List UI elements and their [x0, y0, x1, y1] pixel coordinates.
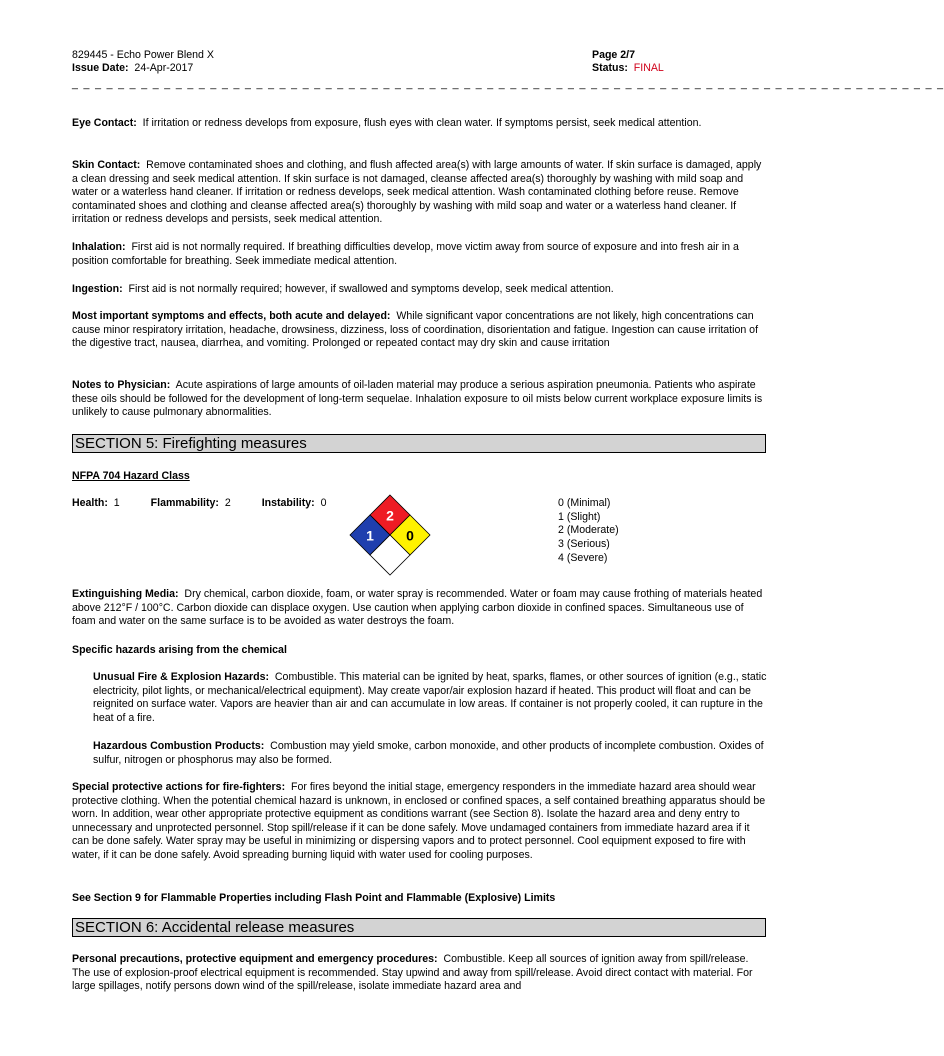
unusual-text: Combustible. This material can be ignited by heat, sparks, flames, or other sources of ignition (e.g., static electricity, pilot lights, or mechanical/electrical equipment). May create vapor/air explosion hazard if heated. This product will float and can be reignited on surface water. Vapors are heavier than air and can accumulate in low areas. If container is not properly cooled, it can rupture in the heat of a fire. [93, 671, 767, 724]
status-label: Status: [592, 62, 628, 74]
skin-contact-text: Remove contaminated shoes and clothing, and flush affected area(s) with large amounts of water. If skin surface is damaged, apply a clean dressing and seek medical attention. If skin surface is not damaged, cleanse affected area(s) thoroughly by washing with mild soap and water or a waterless hand cleaner. If irritation or redness develops, seek medical attention. Wash contaminated clothing before reuse. Remove contaminated shoes and clothing and cleanse affected area(s) thoroughly by washing with mild soap and water or a waterless hand cleaner. If irritation or redness develops and persists, seek medical attention. [72, 159, 762, 226]
flammability-rating [151, 497, 245, 509]
see-section-9: See Section 9 for Flammable Properties including Flash Point and Flammable (Explosive) Limits [72, 892, 556, 904]
eye-contact [72, 117, 768, 131]
scale-item: 0 (Minimal) [558, 497, 611, 509]
special-protective-actions [72, 781, 768, 863]
scale-item: 1 (Slight) [558, 510, 601, 523]
section-6-heading: SECTION 6: Accidental release measures [72, 918, 766, 937]
combustion-products [93, 740, 768, 767]
diamond-flammability: 2 [386, 507, 394, 524]
sds-page [72, 0, 944, 1056]
special-label: Special protective actions for fire-fighters: [72, 781, 286, 793]
special-text: For fires beyond the initial stage, emergency responders in the immediate hazard area should wear protective clothing. When the potential chemical hazard is unknown, in enclosed or confined spaces, a self contained breathing apparatus should be worn. In addition, wear other appropriate protective equipment as conditions warrant (see Section 8). Isolate the hazard area and deny entry to unnecessary and unprotected personnel. Stop spill/release if it can be done safely. Move undamaged containers from immediate hazard area if it can be done safely. Water spray may be useful in minimizing or dispersing vapors and to protect personnel. Cool equipment exposed to fire with water, if it can be done safely. Avoid spreading burning liquid with water used for cooling purposes. [72, 781, 766, 861]
flammability-label: Flammability: [150, 497, 219, 509]
unusual-hazards [93, 671, 768, 725]
instability-label: Instability: [261, 497, 315, 509]
ingestion [72, 283, 768, 297]
eye-contact-label: Eye Contact: [72, 117, 137, 129]
skin-contact [72, 159, 768, 227]
product-id: 829445 - Echo Power Blend X [72, 49, 214, 61]
health-rating [72, 497, 134, 509]
health-value: 1 [113, 497, 120, 509]
header-divider: _ _ _ _ _ _ _ _ _ _ _ _ _ _ _ _ _ _ _ _ _ _ _ _ _ _ _ _ _ _ _ _ _ _ _ _ _ _ _ _ _ _ _ _ _ _ _ _ _ _ _ _ _ _ _ _ _ _ _ _ _ _ _ _ _ _ _ _ _ _ _ _ _ _ _ _ [72, 78, 944, 90]
instability-rating [262, 497, 341, 509]
header-right [592, 49, 768, 75]
issue-date-line [72, 62, 372, 75]
header-left [72, 49, 372, 75]
diamond-health: 1 [366, 527, 374, 544]
issue-date: 24-Apr-2017 [134, 62, 194, 74]
hazard-scale-legend [558, 497, 619, 566]
extinguishing-text: Dry chemical, carbon dioxide, foam, or water spray is recommended. Water or foam may cause frothing of materials heated above 212°F / 100°C. Carbon dioxide can displace oxygen. Use caution when applying carbon dioxide in confined spaces. Simultaneous use of foam and water on the same surface is to be avoided as water destroys the foam. [72, 588, 763, 628]
inhalation [72, 241, 768, 268]
health-label: Health: [72, 497, 108, 509]
scale-item: 3 (Serious) [558, 538, 610, 551]
combustion-text: Combustion may yield smoke, carbon monoxide, and other products of incomplete combustion. Oxides of sulfur, nitrogen or phosphorus may also be formed. [93, 740, 764, 766]
personal-label: Personal precautions, protective equipment and emergency procedures: [72, 953, 438, 965]
scale-item: 2 (Moderate) [558, 524, 619, 537]
symptoms [72, 310, 768, 351]
page-number: Page 2/7 [592, 49, 635, 61]
notes-label: Notes to Physician: [72, 379, 171, 391]
specific-hazards-heading: Specific hazards arising from the chemical [72, 644, 287, 656]
skin-contact-label: Skin Contact: [72, 159, 141, 171]
notes-text: Acute aspirations of large amounts of oil-laden material may produce a serious aspiration pneumonia. Patients who aspirate these oils should be followed for the development of long-term sequelae. Inhalation exposure to oil mists below current workplace exposure limits is unlikely to cause pulmonary abnormalities. [72, 379, 763, 419]
ingestion-text: First aid is not normally required; however, if swallowed and symptoms develop, seek medical attention. [128, 283, 614, 295]
symptoms-text: While significant vapor concentrations are not likely, high concentrations can cause minor respiratory irritation, headache, drowsiness, dizziness, loss of coordination, disorientation and fatigue. Ingestion can cause irritation of the digestive tract, nausea, diarrhea, and vomiting. Prolonged or repeated contact may dry skin and cause irritation [72, 310, 759, 350]
unusual-label: Unusual Fire & Explosion Hazards: [93, 671, 270, 683]
nfpa-ratings [72, 497, 354, 511]
inhalation-label: Inhalation: [72, 241, 126, 253]
combustion-label: Hazardous Combustion Products: [93, 740, 265, 752]
nfpa-title: NFPA 704 Hazard Class [72, 470, 190, 482]
extinguishing-label: Extinguishing Media: [72, 588, 179, 600]
status-value: FINAL [633, 62, 664, 74]
nfpa-diamond [350, 495, 430, 575]
status-line [592, 62, 768, 75]
personal-text: Combustible. Keep all sources of ignition away from spill/release. The use of explosion-proof electrical equipment is recommended. Stay upwind and away from spill/release. Avoid direct contact with material. For large spillages, notify persons down wind of the spill/release, isolate immediate hazard area and [72, 953, 753, 993]
personal-precautions [72, 953, 768, 994]
symptoms-label: Most important symptoms and effects, both acute and delayed: [72, 310, 391, 322]
scale-item: 4 (Severe) [558, 551, 608, 564]
instability-value: 0 [320, 497, 327, 509]
diamond-instability: 0 [406, 527, 414, 544]
notes-to-physician [72, 379, 768, 420]
eye-contact-text: If irritation or redness develops from exposure, flush eyes with clean water. If symptoms persist, seek medical attention. [142, 117, 702, 129]
flammability-value: 2 [224, 497, 231, 509]
section-5-heading: SECTION 5: Firefighting measures [72, 434, 766, 453]
ingestion-label: Ingestion: [72, 283, 123, 295]
extinguishing-media [72, 588, 768, 629]
issue-date-label: Issue Date: [72, 62, 129, 74]
inhalation-text: First aid is not normally required. If breathing difficulties develop, move victim away from source of exposure and into fresh air in a position comfortable for breathing. Seek immediate medical attention. [72, 241, 739, 267]
